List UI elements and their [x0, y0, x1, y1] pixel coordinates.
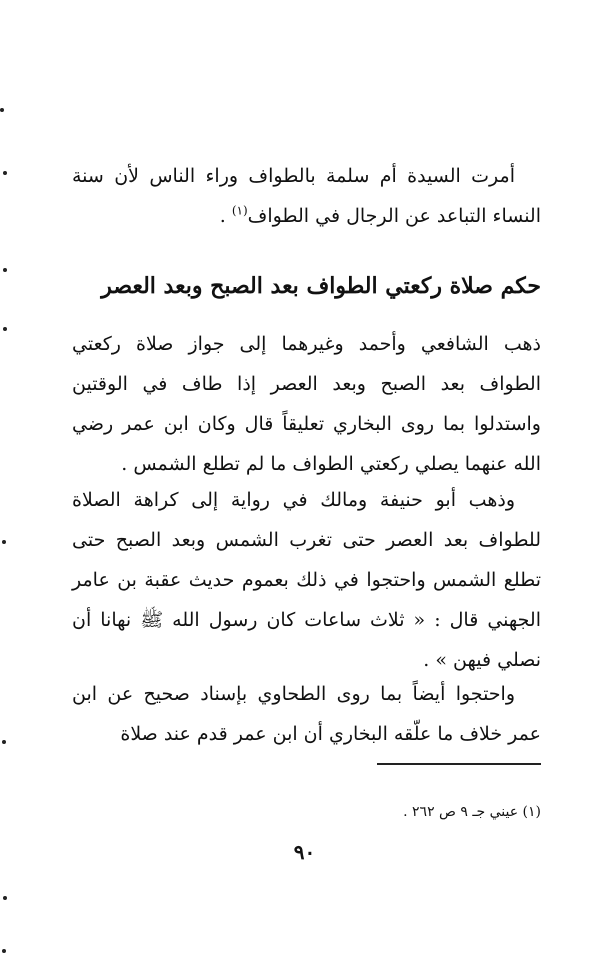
scan-mark — [3, 327, 7, 331]
paragraph-3: وذهب أبو حنيفة ومالك في رواية إلى كراهة الصلاة للطواف بعد العصر حتى تغرب الشمس وبعد الصبح حتى تطلع الشمس واحتجوا في ذلك بعموم حديث عقبة بن عامر الجهني قال : « ثلاث ساعات كان رسول الله ﷺ نهانا أن نصلي فيهن » . — [72, 489, 541, 671]
book-page — [72, 0, 541, 972]
section-heading: حكم صلاة ركعتي الطواف بعد الصبح وبعد العصر — [101, 273, 541, 299]
paragraph-1-text: أمرت السيدة أم سلمة بالطواف وراء الناس لأن سنة النساء التباعد عن الرجال في الطواف — [72, 165, 541, 227]
scan-mark — [2, 949, 6, 953]
footnote-reference: (١) — [231, 203, 248, 218]
scan-mark — [2, 740, 6, 744]
scan-mark — [2, 540, 6, 544]
paragraph-1 — [72, 156, 541, 236]
paragraph-1-end: . — [219, 205, 232, 227]
page-number: ٩٠ — [293, 840, 316, 864]
footnote-divider — [377, 763, 541, 765]
scan-mark — [3, 268, 7, 272]
footnote: (١) عيني جـ ٩ ص ٢٦٢ . — [403, 804, 541, 820]
scan-mark — [3, 896, 7, 900]
paragraph-4: واحتجوا أيضاً بما روى الطحاوي بإسناد صحيح عن ابن عمر خلاف ما علّقه البخاري أن ابن عمر قدم عند صلاة — [72, 683, 541, 745]
scan-mark — [3, 171, 7, 175]
scan-mark — [0, 108, 4, 112]
paragraph-2: ذهب الشافعي وأحمد وغيرهما إلى جواز صلاة ركعتي الطواف بعد الصبح وبعد العصر إذا طاف في الوقتين واستدلوا بما روى البخاري تعليقاً قال وكان ابن عمر رضي الله عنهما يصلي ركعتي الطواف ما لم تطلع الشمس . — [72, 333, 541, 475]
